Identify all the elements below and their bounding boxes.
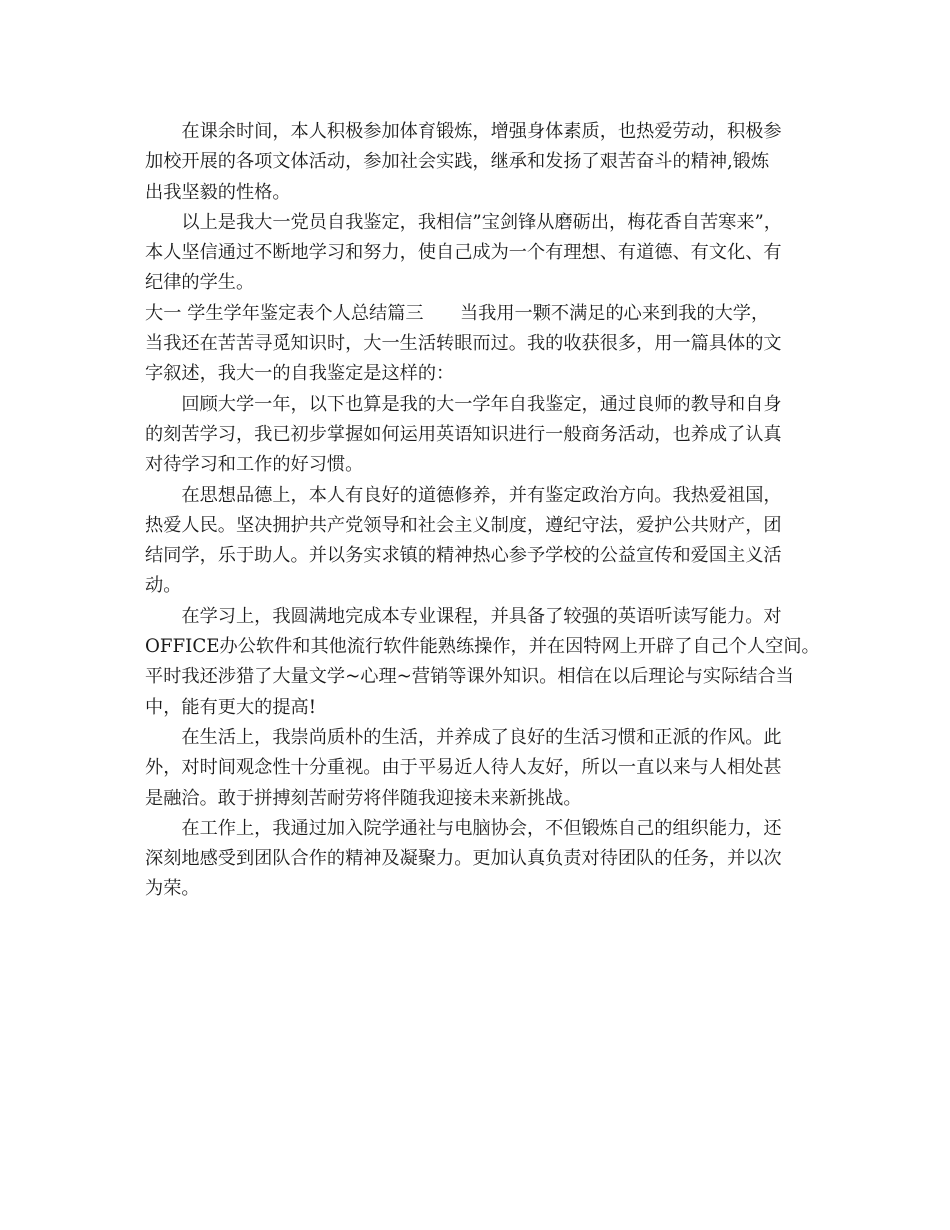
text-line: OFFICE办公软件和其他流行软件能熟练操作，并在因特网上开辟了自己个人空间。	[145, 636, 820, 658]
paragraph-life	[145, 723, 807, 814]
text-line: 是融洽。敢于拼搏刻苦耐劳将伴随我迎接未来新挑战。	[145, 787, 582, 809]
text-line: 的刻苦学习，我已初步掌握如何运用英语知识进行一般商务活动，也养成了认真	[145, 423, 782, 445]
paragraph-study	[145, 602, 820, 723]
text-line: 结同学，乐于助人。并以务实求镇的精神热心参予学校的公益宣传和爱国主义活	[145, 545, 782, 567]
paragraph-work	[145, 814, 807, 905]
text-line: 本人坚信通过不断地学习和努力，使自己成为一个有理想、有道德、有文化、有	[145, 242, 782, 264]
text-line: 回顾大学一年，以下也算是我的大一学年自我鉴定，通过良师的教导和自身	[181, 393, 782, 415]
text-line: 对待学习和工作的好习惯。	[145, 454, 364, 476]
text-line: 在工作上，我通过加入院学通社与电脑协会，不但锻炼自己的组织能力，还	[181, 817, 782, 839]
text-line: 为荣。	[145, 878, 200, 900]
text-line: 字叙述，我大一的自我鉴定是这样的：	[145, 363, 455, 385]
document-body	[145, 117, 820, 905]
text-line: 中，能有更大的提高!	[145, 696, 316, 718]
text-line: 在生活上，我崇尚质朴的生活，并养成了良好的生活习惯和正派的作风。此	[181, 726, 782, 748]
text-line: 外，对时间观念性十分重视。由于平易近人待人友好，所以一直以来与人相处甚	[145, 757, 782, 779]
text-line: 纪律的学生。	[145, 272, 255, 294]
text-line: 加校开展的各项文体活动，参加社会实践，继承和发扬了艰苦奋斗的精神,锻炼	[145, 151, 770, 173]
text-line: 出我坚毅的性格。	[145, 181, 291, 203]
text-line: 大一 学生学年鉴定表个人总结篇三 当我用一颗不满足的心来到我的大学，	[145, 302, 770, 324]
text-line: 动。	[145, 575, 182, 597]
paragraph-section-three	[145, 299, 807, 390]
text-line: 深刻地感受到团队合作的精神及凝聚力。更加认真负责对待团队的任务，并以次	[145, 848, 782, 870]
text-line: 以上是我大一党员自我鉴定，我相信”宝剑锋从磨砺出，梅花香自苦寒来”，	[181, 211, 782, 233]
text-line: 在课余时间，本人积极参加体育锻炼，增强身体素质，也热爱劳动，积极参	[181, 121, 782, 142]
text-line: 在思想品德上，本人有良好的道德修养，并有鉴定政治方向。我热爱祖国，	[181, 484, 782, 506]
paragraph-review-year	[145, 390, 807, 481]
text-line: 在学习上，我圆满地完成本专业课程，并具备了较强的英语听读写能力。对	[181, 605, 782, 627]
paragraph-ideology-morality	[145, 481, 807, 602]
text-line: 平时我还涉猎了大量文学~心理~营销等课外知识。相信在以后理论与实际结合当	[145, 666, 794, 688]
text-line: 热爱人民。坚决拥护共产党领导和社会主义制度，遵纪守法，爱护公共财产，团	[145, 514, 782, 536]
paragraph-party-member-summary	[145, 208, 807, 299]
paragraph-extracurricular	[145, 117, 807, 208]
text-line: 当我还在苦苦寻觅知识时，大一生活转眼而过。我的收获很多，用一篇具体的文	[145, 333, 782, 355]
